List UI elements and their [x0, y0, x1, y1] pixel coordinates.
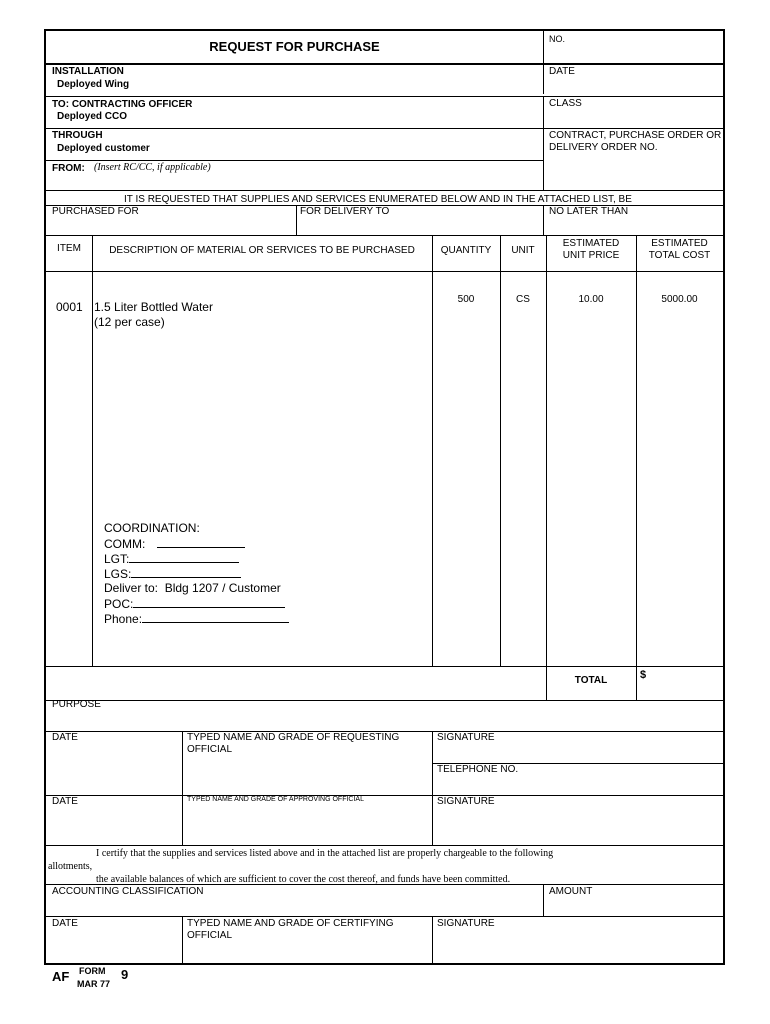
item-number[interactable]: 0001: [56, 300, 83, 314]
purpose-field[interactable]: [52, 711, 717, 729]
delivery-to-label: FOR DELIVERY TO: [300, 206, 390, 217]
divider: [46, 700, 723, 701]
delivery-to-field[interactable]: [300, 218, 538, 232]
divider: [46, 884, 723, 885]
coordination-deliver-to[interactable]: Deliver to: Bldg 1207 / Customer: [104, 581, 281, 595]
divider: [182, 916, 183, 963]
certifying-name-field[interactable]: [187, 943, 427, 961]
divider: [46, 795, 723, 796]
class-label: CLASS: [549, 98, 582, 109]
to-field[interactable]: Deployed CCO: [57, 111, 128, 122]
requesting-signature-label: SIGNATURE: [437, 732, 495, 743]
purpose-label: PURPOSE: [52, 699, 101, 710]
through-label: THROUGH: [52, 130, 103, 141]
approving-signature-label: SIGNATURE: [437, 796, 495, 807]
request-for-purchase-form: [44, 29, 725, 965]
from-hint: (Insert RC/CC, if applicable): [94, 162, 211, 173]
accounting-classification-field[interactable]: [52, 898, 537, 914]
total-label: TOTAL: [574, 675, 608, 686]
contract-label-line-2: DELIVERY ORDER NO.: [549, 142, 658, 153]
column-header-item: ITEM: [57, 243, 81, 254]
form-number-value: 9: [121, 967, 129, 982]
column-header-unit: UNIT: [511, 245, 535, 256]
requesting-name-label-line-2: OFFICIAL: [187, 744, 233, 755]
column-header-total-cost-line-2: TOTAL COST: [648, 250, 711, 261]
certification-text-line-3: the available balances of which are sufficient to cover the cost thereof, and funds have been committed.: [96, 874, 511, 885]
from-label: FROM:: [52, 163, 85, 174]
coordination-phone[interactable]: Phone:: [104, 611, 289, 627]
approving-date-label: DATE: [52, 796, 78, 807]
divider: [296, 205, 297, 235]
coordination-lgs[interactable]: LGS:: [104, 566, 241, 582]
coordination-poc[interactable]: POC:: [104, 596, 285, 612]
column-header-quantity: QUANTITY: [440, 245, 492, 256]
item-quantity[interactable]: 500: [457, 294, 475, 305]
divider: [543, 884, 544, 916]
certifying-name-label-line-2: OFFICIAL: [187, 930, 233, 941]
divider: [432, 731, 433, 845]
through-field[interactable]: Deployed customer: [57, 143, 150, 154]
class-field[interactable]: [549, 110, 719, 126]
coordination-lgt[interactable]: LGT:: [104, 551, 239, 567]
requesting-date-field[interactable]: [52, 745, 177, 793]
date-field[interactable]: [549, 78, 719, 93]
coordination-comm[interactable]: COMM:: [104, 536, 245, 552]
total-currency: $: [640, 669, 647, 681]
divider: [46, 190, 723, 191]
requesting-signature-field[interactable]: [437, 745, 717, 761]
divider: [432, 916, 433, 963]
item-description-line-2[interactable]: (12 per case): [94, 315, 165, 329]
approving-date-field[interactable]: [52, 809, 177, 843]
coordination-title: COORDINATION:: [104, 521, 200, 535]
installation-field[interactable]: Deployed Wing: [57, 79, 130, 90]
column-divider: [92, 235, 93, 666]
form-label: FORM: [79, 966, 106, 976]
divider: [46, 235, 723, 236]
certifying-date-label: DATE: [52, 918, 78, 929]
item-total-cost[interactable]: 5000.00: [661, 294, 698, 305]
form-edition: MAR 77: [77, 979, 111, 989]
column-header-total-cost: ESTIMATED: [651, 238, 708, 249]
requesting-date-label: DATE: [52, 732, 78, 743]
divider: [46, 916, 723, 917]
no-later-than-label: NO LATER THAN: [549, 206, 629, 217]
date-label: DATE: [549, 66, 575, 77]
amount-field[interactable]: [549, 898, 719, 914]
form-agency: AF: [52, 969, 70, 984]
total-field[interactable]: [652, 671, 720, 695]
divider: [182, 731, 183, 845]
certifying-signature-label: SIGNATURE: [437, 918, 495, 929]
no-field[interactable]: [549, 45, 719, 63]
certification-text: I certify that the supplies and services listed above and in the attached list are properly chargeable to the following: [96, 848, 554, 859]
certifying-name-label: TYPED NAME AND GRADE OF CERTIFYING: [187, 918, 394, 929]
purchased-for-label: PURCHASED FOR: [52, 206, 139, 217]
form-title: REQUEST FOR PURCHASE: [209, 39, 380, 54]
installation-label: INSTALLATION: [52, 66, 124, 77]
request-statement: IT IS REQUESTED THAT SUPPLIES AND SERVICES ENUMERATED BELOW AND IN THE ATTACHED LIST, BE: [124, 194, 632, 205]
requesting-name-field[interactable]: [187, 757, 427, 793]
divider: [46, 160, 543, 161]
no-later-than-field[interactable]: [549, 218, 719, 232]
from-field[interactable]: [94, 174, 534, 188]
no-label: NO.: [549, 34, 566, 44]
purchased-for-field[interactable]: [52, 218, 292, 232]
column-header-unit-price: ESTIMATED: [562, 238, 620, 249]
certifying-date-field[interactable]: [52, 931, 177, 961]
column-header-description: DESCRIPTION OF MATERIAL OR SERVICES TO BE PURCHASED: [109, 245, 415, 256]
certifying-signature-field[interactable]: [437, 931, 717, 961]
to-label: TO: CONTRACTING OFFICER: [52, 99, 193, 110]
item-description[interactable]: 1.5 Liter Bottled Water: [94, 300, 213, 314]
contract-label: CONTRACT, PURCHASE ORDER OR: [549, 130, 722, 141]
approving-name-field[interactable]: [187, 807, 427, 843]
certification-text-line-2: allotments,: [48, 861, 93, 872]
requesting-name-label: TYPED NAME AND GRADE OF REQUESTING: [187, 732, 400, 743]
divider: [46, 128, 723, 129]
from-divider: [543, 160, 544, 190]
divider: [543, 205, 544, 235]
divider: [46, 96, 723, 97]
telephone-field[interactable]: [437, 777, 717, 793]
item-unit[interactable]: CS: [516, 294, 530, 305]
approving-name-label: TYPED NAME AND GRADE OF APPROVING OFFICIAL: [187, 796, 364, 803]
accounting-classification-label: ACCOUNTING CLASSIFICATION: [52, 886, 204, 897]
approving-signature-field[interactable]: [437, 809, 717, 843]
column-header-unit-price-line-2: UNIT PRICE: [562, 250, 620, 261]
amount-label: AMOUNT: [549, 886, 593, 897]
item-unit-price[interactable]: 10.00: [578, 294, 604, 305]
telephone-label: TELEPHONE NO.: [437, 764, 519, 775]
divider: [46, 666, 723, 667]
divider: [46, 845, 723, 846]
divider: [46, 271, 723, 272]
divider: [46, 63, 723, 65]
